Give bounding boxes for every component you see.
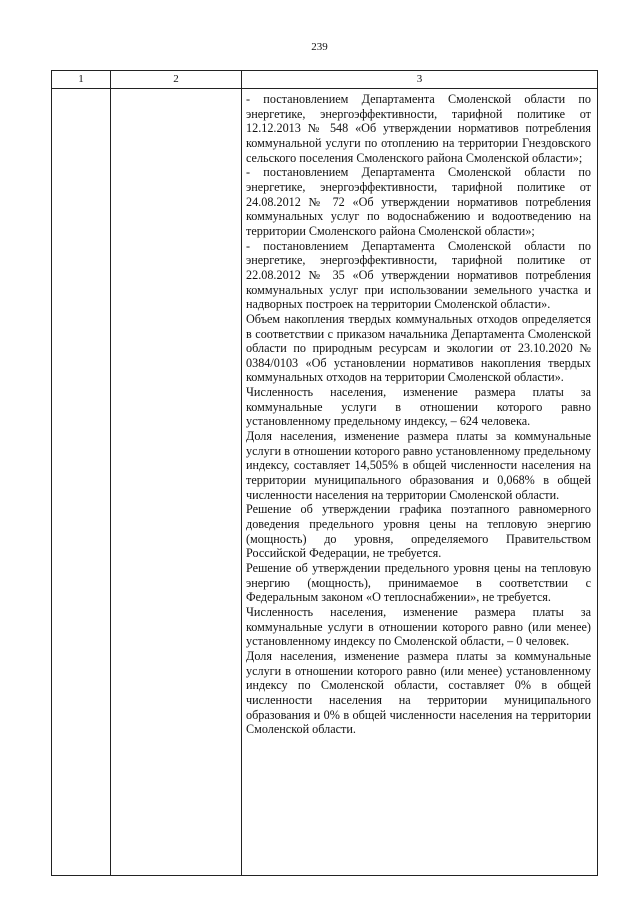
paragraph-population-count-limit: Численность населения, изменение размера платы за коммунальные услуги в отношении которого равно установленному предельному индексу, – 624 человека. <box>246 385 591 429</box>
document-table <box>51 70 598 876</box>
column-header-2: 2 <box>111 71 242 89</box>
paragraph-population-share-regional: Доля населения, изменение размера платы за коммунальные услуги в отношении которого равно (или менее) установленному индексу по Смоленской области, составляет 0% в общей численности населения на территории муниципального образования и 0% в общей численности населения на территории Смоленской области. <box>246 648 591 737</box>
column-3-cell <box>242 89 598 876</box>
column-header-3: 3 <box>242 71 598 89</box>
paragraph-waste-volume: Объем накопления твердых коммунальных отходов определяется в соответствии с приказом начальника Департамента Смоленской области по природным ресурсам и экологии от 23.10.2020 № 0384/0103 «Об установлении нормативов накопления твердых коммунальных отходов на территории Смоленской области». <box>246 311 591 385</box>
paragraph-heat-price-limit: Решение об утверждении предельного уровня цены на тепловую энергию (мощность), принимаемое в соответствии с Федеральным законом «О теплоснабжении», не требуется. <box>246 561 591 605</box>
page-number: 239 <box>311 41 328 53</box>
table-header-row <box>52 71 598 89</box>
table-row <box>52 89 598 876</box>
paragraph-resolution-35: - постановлением Департамента Смоленской области по энергетике, энергоэффективности, тарифной политике от 22.08.2012 № 35 «Об утверждении нормативов потребления коммунальных услуг при использовании земельного участка и надворных построек на территории Смоленской области». <box>246 238 591 312</box>
column-1-cell <box>52 89 111 876</box>
column-header-1: 1 <box>52 71 111 89</box>
column-2-cell <box>111 89 242 876</box>
paragraph-resolution-548: - постановлением Департамента Смоленской области по энергетике, энергоэффективности, тарифной политике от 12.12.2013 № 548 «Об утверждении нормативов потребления коммунальной услуги по отоплению на территории Гнездовского сельского поселения Смоленского района Смоленской области»; <box>246 92 591 165</box>
paragraph-population-share-limit: Доля населения, изменение размера платы за коммунальные услуги в отношении которого равно установленному предельному индексу, составляет 14,505% в общей численности населения на территории муниципального образования и 0,068% в общей численности населения на территории Смоленской области. <box>246 429 591 502</box>
paragraph-heat-price-schedule: Решение об утверждении графика поэтапного равномерного доведения предельного уровня цены на тепловую энергию (мощность) до уровня, определяемого Правительством Российской Федерации, не требуется. <box>246 502 591 561</box>
paragraph-resolution-72: - постановлением Департамента Смоленской области по энергетике, энергоэффективности, тарифной политике от 24.08.2012 № 72 «Об утверждении нормативов потребления коммунальных услуг по водоснабжению и водоотведению на территории Смоленского района Смоленской области»; <box>246 165 591 238</box>
paragraph-population-count-regional: Численность населения, изменение размера платы за коммунальные услуги в отношении которого равно (или менее) установленному индексу по Смоленской области, – 0 человек. <box>246 604 591 649</box>
